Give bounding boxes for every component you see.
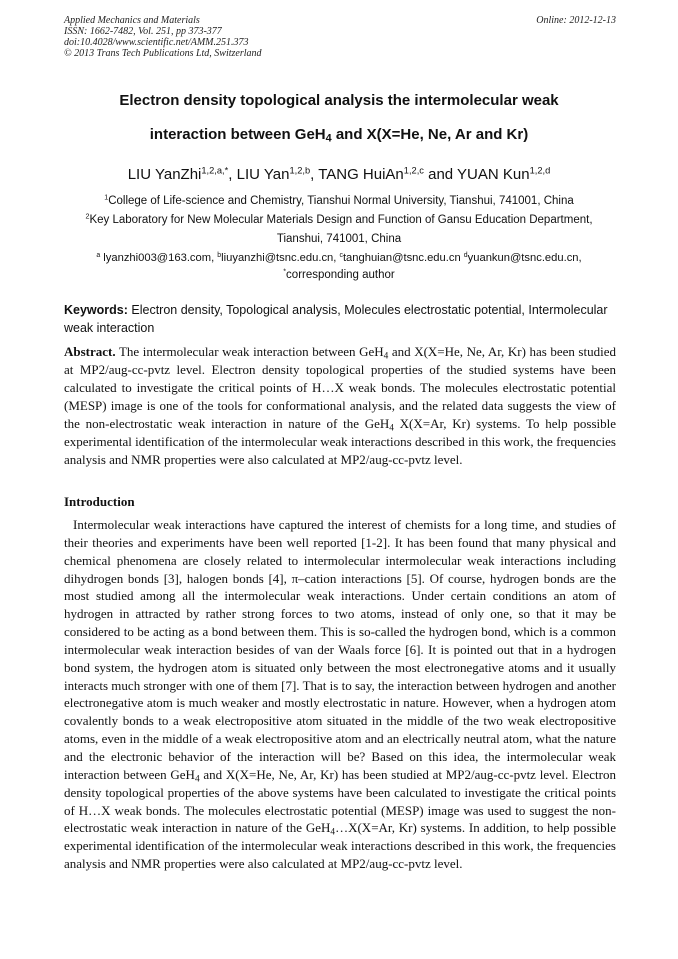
copyright-line: © 2013 Trans Tech Publications Ltd, Switzerland [64, 48, 262, 59]
email-link: lyanzhi003@163.com, [100, 252, 218, 264]
email-link: tanghuian@tsnc.edu.cn [342, 252, 464, 264]
email-link: yuankun@tsnc.edu.cn, [467, 252, 582, 264]
author-name: LIU YanZhi [127, 166, 202, 183]
email-link: liuyanzhi@tsnc.edu.cn, [221, 252, 340, 264]
keywords [64, 301, 616, 337]
section-heading-introduction: Introduction [64, 494, 135, 509]
affiliation-2-city: Tianshui, 741001, China [276, 233, 402, 245]
keywords-label: Keywords: [64, 303, 128, 317]
abstract: Abstract. The intermolecular weak interaction between GeH$_4$ and X(X=He, Ne, Ar, Kr) has been studied at MP2/aug-cc-pvtz level. Electron density topological properties of the studied systems have been calculated to investigate the critical points of H…X weak bonds. The molecules electrostatic potential (MESP) image is one of the tools for conformational analysis, and the related data suggests the view of the non-electrostatic weak interaction in nature of the GeH$_4$ X(X=Ar, Kr) systems. To help possible experimental identification of the intermolecular weak interactions described in this work, the frequencies analysis and NMR properties were also calculated at MP2/aug-cc-pvtz level. [64, 344, 616, 467]
issn-line: ISSN: 1662-7482, Vol. 251, pp 373-377 [64, 26, 222, 37]
abstract-label: Abstract. [64, 344, 116, 359]
journal-header [64, 15, 616, 59]
author-name: TANG HuiAn [318, 166, 404, 183]
paper-title-line-2: interaction between GeH$_4$ and X(X=He, Ne, Ar and Kr) [149, 126, 529, 145]
author-list: LIU YanZhi$^{1,2,a,*}$, LIU Yan$^{1,2,b}$, TANG HuiAn$^{1,2,c}$ and YUAN Kun$^{1,2,d}$ [127, 165, 551, 183]
online-date: Online: 2012-12-13 [536, 15, 616, 26]
introduction-paragraph: Intermolecular weak interactions have captured the interest of chemists for a long time, and studies of their theories and experiments have been well reported [1-2]. It has been found that many physical and chemical phenomena are closely related to intermolecular intermolecular weak interactions including dihydrogen bonds [3], halogen bonds [4], π–cation interactions [5]. Of course, hydrogen bonds are the most studied among all the intermolecular weak interactions. Under certain conditions an atom of hydrogen in attracted by rather strong forces to two atoms, instead of only one, so that it may be considered to be acting as a bond between them. This is so-called the hydrogen bond, which is a common intermolecular weak interaction besides of van der Waals force [6]. It is pointed out that in a hydrogen bond system, the hydrogen atom is situated only between the most electronegative atoms and it usually interacts much stronger with one of them [7]. That is to say, the interaction between hydrogen and another electronegative atom is much weaker and mostly electrostatic in nature. However, when a hydrogen atom covalently bonds to a weak electropositive atom situated in the middle of the two weak electropositive atoms, even in the middle of a weak electropositive atom and an electrically neutral atom, what the nature and the electronic behavior of the interaction will be? Based on this idea, the intermolecular weak interaction between GeH$_4$ and X(X=He, Ne, Ar, Kr) has been studied at MP2/aug-cc-pvtz level. Electron density topological properties of the above systems have been calculated to investigate the critical points of H…X weak bonds. The molecules electrostatic potential (MESP) image was used to suggest the non-electrostatic weak interaction in nature of the GeH$_4$…X(X=Ar, Kr) systems. In addition, to help possible experimental identification of the intermolecular weak interactions described in this work, the frequencies analysis and NMR properties were also calculated at MP2/aug-cc-pvtz level. [64, 517, 616, 872]
author-name: YUAN Kun [457, 166, 530, 183]
author-name: LIU Yan [236, 166, 290, 183]
keywords-text: Electron density, Topological analysis, Molecules electrostatic potential, Intermolecular weak interaction [64, 303, 608, 335]
journal-name: Applied Mechanics and Materials [64, 15, 200, 26]
doi-line: doi:10.4028/www.scientific.net/AMM.251.373 [64, 37, 249, 48]
paper-title-line-1: Electron density topological analysis the intermolecular weak [119, 92, 559, 109]
corresponding-note: *corresponding author [283, 267, 395, 281]
affiliation-2: $^2$Key Laboratory for New Molecular Materials Design and Function of Gansu Education Department, [85, 212, 593, 226]
affiliation-1: $^1$College of Life-science and Chemistry, Tianshui Normal University, Tianshui, 741001, China [104, 193, 574, 207]
email-list: $^a$ lyanzhi003@163.com, $^b$liuyanzhi@tsnc.edu.cn, $^c$tanghuian@tsnc.edu.cn $^d$yuankun@tsnc.edu.cn, [96, 251, 582, 264]
